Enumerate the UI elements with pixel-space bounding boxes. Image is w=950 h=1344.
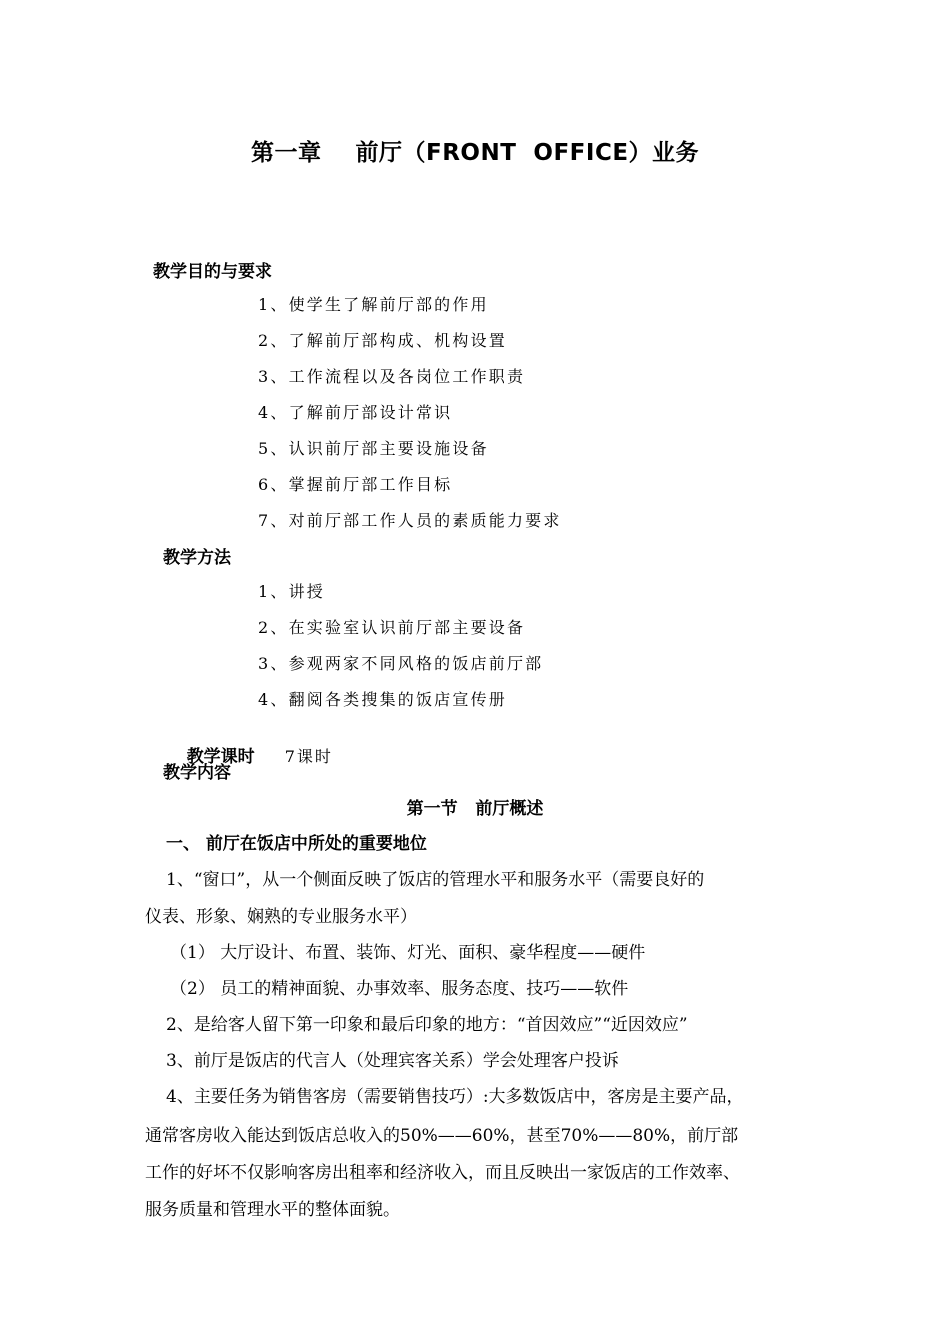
objectives-heading: 教学目的与要求 [153,262,272,282]
hours-value: 7课时 [284,747,333,766]
objective-item: 6、掌握前厅部工作目标 [258,475,453,494]
objective-item: 4、了解前厅部设计常识 [258,403,453,422]
body-line: 服务质量和管理水平的整体面貌。 [145,1200,400,1220]
body-line: 仪表、形象、娴熟的专业服务水平） [145,907,417,927]
method-item: 2、在实验室认识前厅部主要设备 [258,618,526,637]
body-line: 工作的好坏不仅影响客房出租率和经济收入，而且反映出一家饭店的工作效率、 [145,1163,740,1183]
section-title: 第一节 前厅概述 [406,799,544,819]
method-item: 4、翻阅各类搜集的饭店宣传册 [258,690,507,709]
method-item: 1、讲授 [258,582,325,601]
body-line: 1、“窗口”，从一个侧面反映了饭店的管理水平和服务水平（需要良好的 [166,870,705,890]
objective-item: 1、使学生了解前厅部的作用 [258,295,489,314]
content-heading: 教学内容 [163,763,231,783]
methods-heading: 教学方法 [163,548,231,568]
body-line: 3、前厅是饭店的代言人（处理宾客关系）学会处理客户投诉 [166,1051,619,1071]
section-subheading: 一、 前厅在饭店中所处的重要地位 [166,834,427,854]
body-line: （2） 员工的精神面貌、办事效率、服务态度、技巧——软件 [170,979,629,999]
method-item: 3、参观两家不同风格的饭店前厅部 [258,654,544,673]
objective-item: 2、了解前厅部构成、机构设置 [258,331,507,350]
body-line: （1） 大厅设计、布置、装饰、灯光、面积、豪华程度——硬件 [170,943,646,963]
body-line: 通常客房收入能达到饭店总收入的50%——60%，甚至70%——80%，前厅部 [145,1126,739,1146]
body-line: 4、主要任务为销售客房（需要销售技巧）:大多数饭店中，客房是主要产品， [166,1087,744,1107]
body-line: 2、是给客人留下第一印象和最后印象的地方：“首因效应”“近因效应” [166,1015,688,1035]
objective-item: 7、对前厅部工作人员的素质能力要求 [258,511,562,530]
hours-heading: 教学课时 [186,747,255,767]
objective-item: 3、工作流程以及各岗位工作职责 [258,367,526,386]
objective-item: 5、认识前厅部主要设施设备 [258,439,489,458]
chapter-title: 第一章 前厅（FRONT OFFICE）业务 [250,140,700,166]
